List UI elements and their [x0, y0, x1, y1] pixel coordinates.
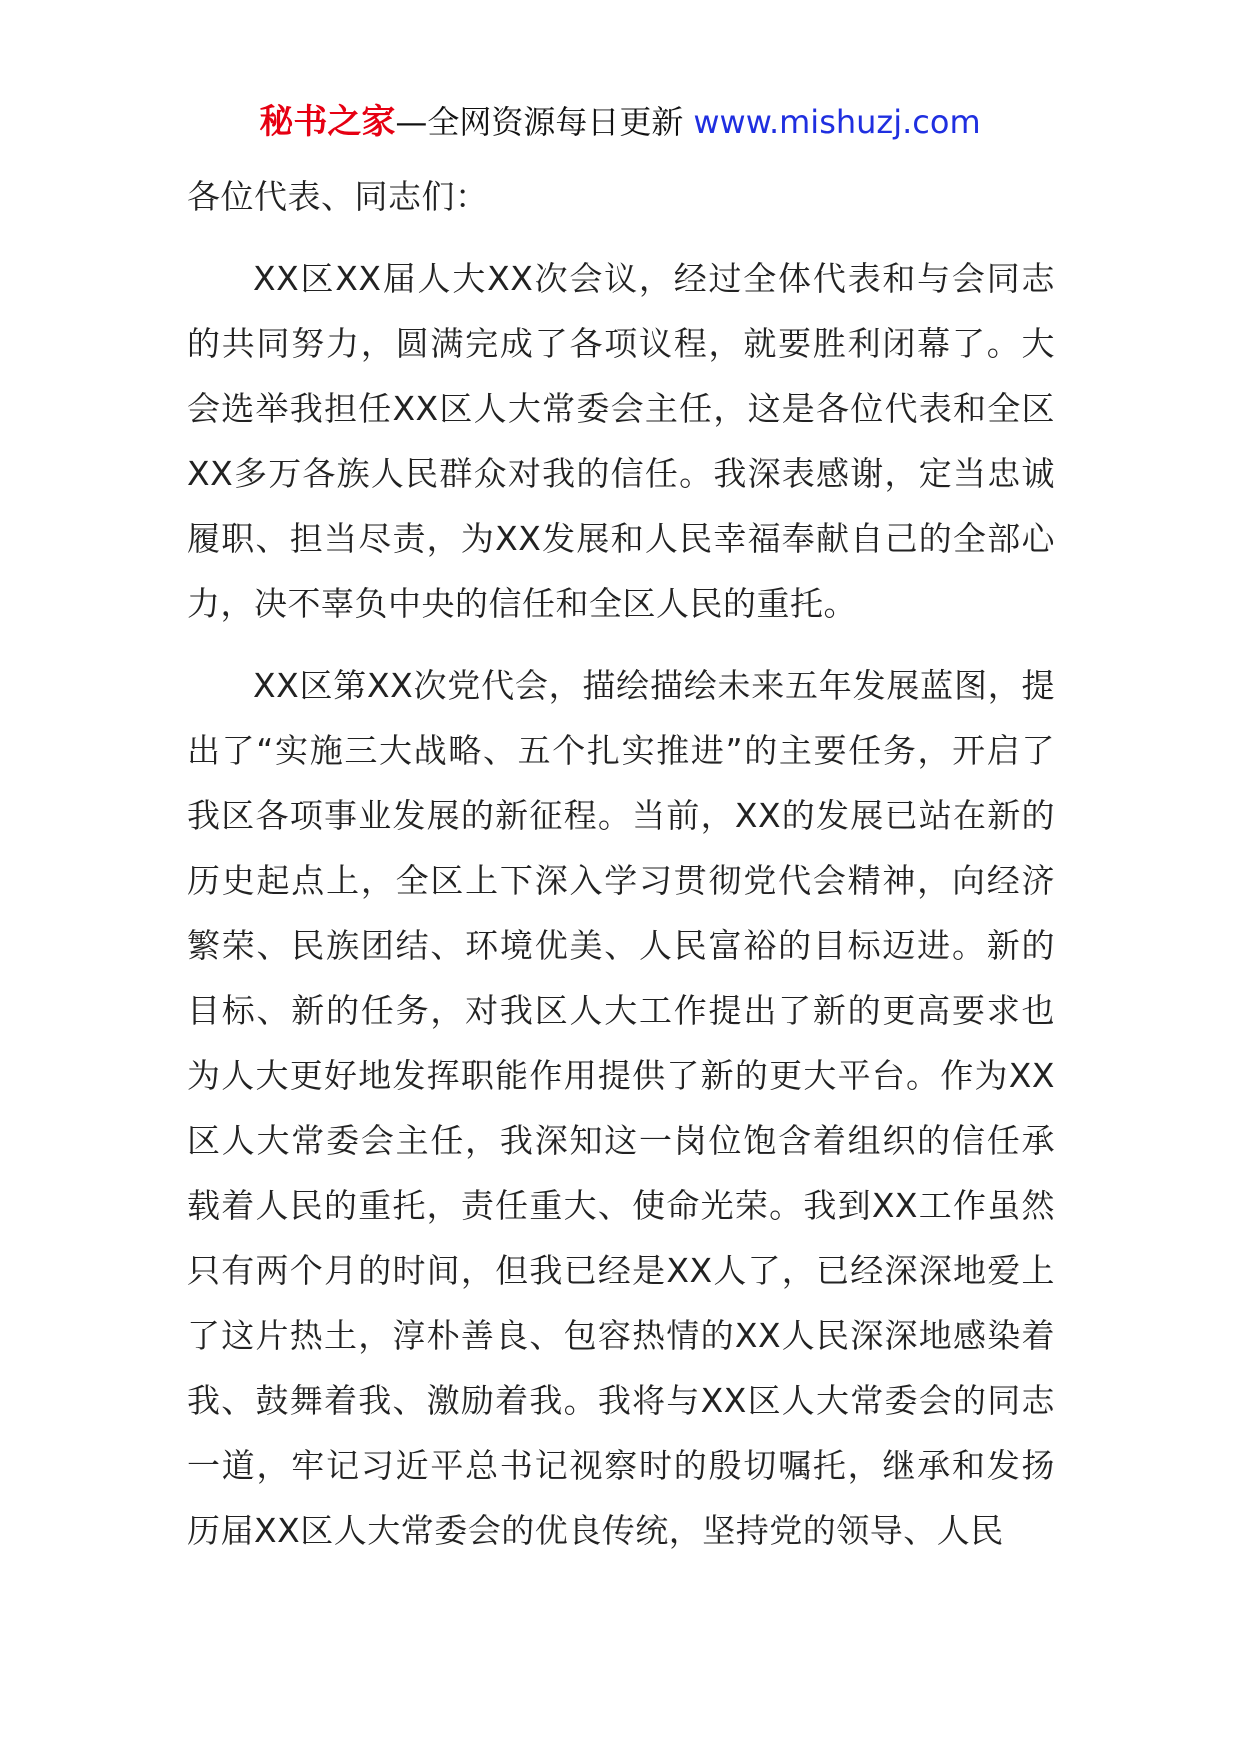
site-header: [0, 92, 1240, 152]
header-slogan: —全网资源每日更新: [395, 103, 684, 141]
paragraph-2: XX区第XX次党代会，描绘描绘未来五年发展蓝图，提出了“实施三大战略、五个扎实推进”的主要任务，开启了我区各项事业发展的新征程。当前，XX的发展已站在新的历史起点上，全区上下深入学习贯彻党代会精神，向经济繁荣、民族团结、环境优美、人民富裕的目标迈进。新的目标、新的任务，对我区人大工作提出了新的更高要求也为人大更好地发挥职能作用提供了新的更大平台。作为XX区人大常委会主任，我深知这一岗位饱含着组织的信任承载着人民的重托，责任重大、使命光荣。我到XX工作虽然只有两个月的时间，但我已经是XX人了，已经深深地爱上了这片热土，淳朴善良、包容热情的XX人民深深地感染着我、鼓舞着我、激励着我。我将与XX区人大常委会的同志一道，牢记习近平总书记视察时的殷切嘱托，继承和发扬历届XX区人大常委会的优良传统，坚持党的领导、人民: [187, 666, 1055, 1550]
salutation: 各位代表、同志们：: [187, 177, 489, 216]
brand-name: 秘书之家: [259, 102, 396, 142]
paragraph-1: XX区XX届人大XX次会议，经过全体代表和与会同志的共同努力，圆满完成了各项议程，就要胜利闭幕了。大会选举我担任XX区人大常委会主任，这是各位代表和全区XX多万各族人民群众对我的信任。我深表感谢，定当忠诚履职、担当尽责，为XX发展和人民幸福奉献自己的全部心力，决不辜负中央的信任和全区人民的重托。: [187, 259, 1055, 623]
website-link[interactable]: www.mishuzj.com: [693, 103, 981, 141]
document-body: [187, 164, 1055, 1580]
